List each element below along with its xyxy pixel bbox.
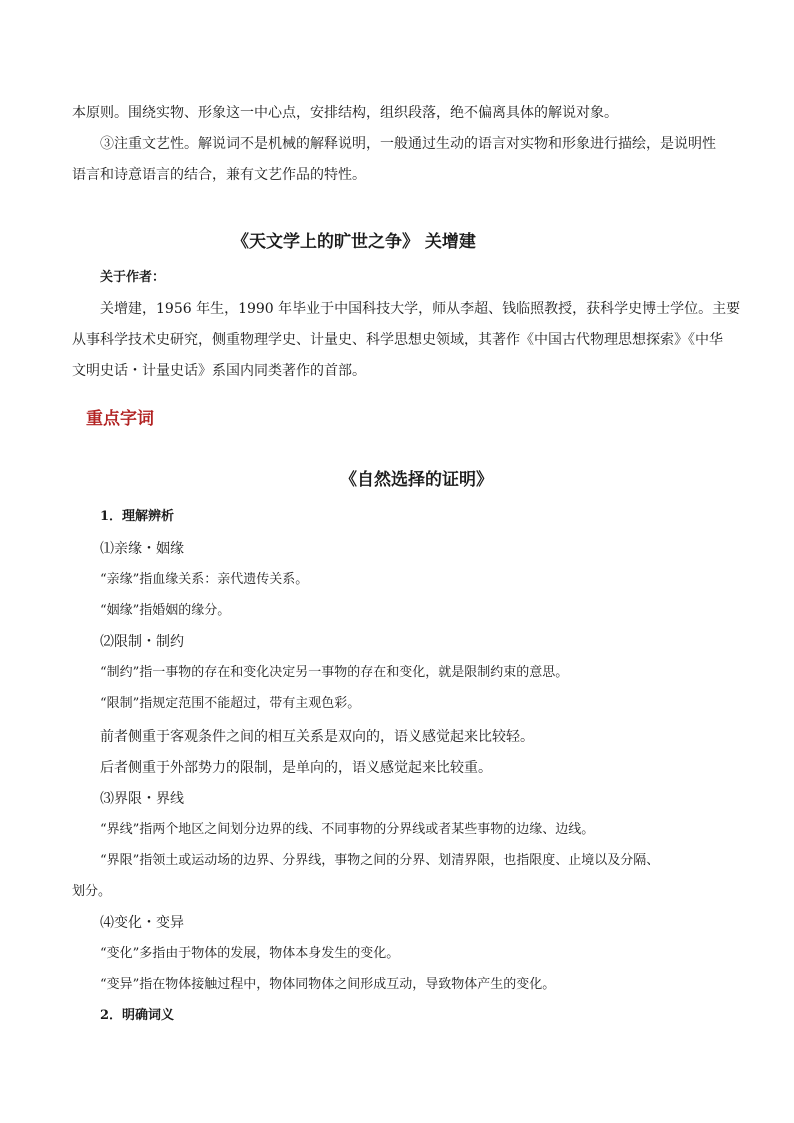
item-4-line-a: “变化”多指由于物体的发展，物体本身发生的变化。 <box>100 946 400 961</box>
item-2-line-d: 后者侧重于外部势力的限制，是单向的，语义感觉起来比较重。 <box>100 760 492 776</box>
item-1-heading: ⑴亲缘・姻缘 <box>100 541 184 557</box>
intro-line-2: ③注重文艺性。解说词不是机械的解释说明，一般通过生动的语言对实物和形象进行描绘，是说明性 <box>100 136 716 152</box>
about-author-label: 关于作者： <box>100 270 166 285</box>
item-1-line-b: “姻缘”指婚姻的缘分。 <box>100 603 231 618</box>
item-2-line-c: 前者侧重于客观条件之间的相互关系是双向的，语义感觉起来比较轻。 <box>100 729 534 745</box>
item-3-line-b1: “界限”指领土或运动场的边界、分界线，事物之间的分界、划清界限，也指限度、止境以及分隔、 <box>100 853 660 868</box>
intro-line-3: 语言和诗意语言的结合，兼有文艺作品的特性。 <box>72 167 366 183</box>
author-bio-line-1: 关增建，1956 年生，1990 年毕业于中国科技大学，师从李超、钱临照教授，获科学史博士学位。主要 <box>100 301 741 317</box>
item-3-line-b2: 划分。 <box>72 884 112 899</box>
item-3-heading: ⑶界限・界线 <box>100 791 184 807</box>
item-2-heading: ⑵限制・制约 <box>100 634 184 650</box>
item-4-heading: ⑷变化・变异 <box>100 915 184 931</box>
article-2-title: 《自然选择的证明》 <box>340 470 493 490</box>
item-3-line-a: “界线”指两个地区之间划分边界的线、不同事物的分界线或者某些事物的边缘、边线。 <box>100 822 595 837</box>
intro-line-1: 本原则。围绕实物、形象这一中心点，安排结构，组织段落，绝不偏离具体的解说对象。 <box>72 105 618 121</box>
item-2-line-b: “限制”指规定范围不能超过，带有主观色彩。 <box>100 696 361 711</box>
author-bio-line-2: 从事科学技术史研究，侧重物理学史、计量史、科学思想史领域，其著作《中国古代物理思想探索》《中华 <box>72 332 723 348</box>
item-2-line-a: “制约”指一事物的存在和变化决定另一事物的存在和变化，就是限制约束的意思。 <box>100 665 569 680</box>
item-1-line-a: “亲缘”指血缘关系：亲代遗传关系。 <box>100 572 309 587</box>
author-bio-line-3: 文明史话・计量史话》系国内同类著作的首部。 <box>72 363 366 379</box>
subsection-2-heading: 2．明确词义 <box>100 1008 175 1023</box>
article-1-title: 《天文学上的旷世之争》 关增建 <box>232 232 476 252</box>
section-heading: 重点字词 <box>86 409 154 429</box>
item-4-line-b: “变异”指在物体接触过程中，物体同物体之间形成互动，导致物体产生的变化。 <box>100 977 556 992</box>
subsection-1-heading: 1．理解辨析 <box>100 509 175 524</box>
